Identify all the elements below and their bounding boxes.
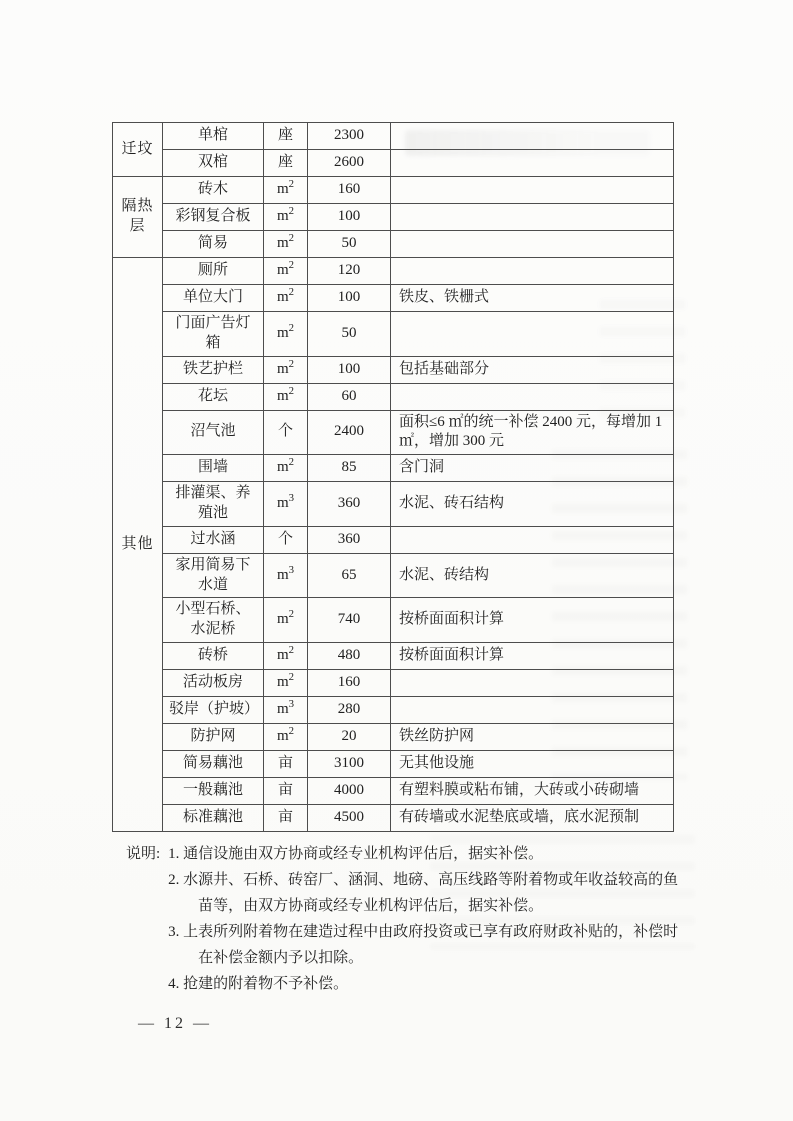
table-row — [113, 231, 674, 258]
item-cell: 砖桥 — [163, 642, 264, 669]
unit-cell: $m^3$ — [264, 696, 308, 723]
price-cell: 740 — [308, 598, 391, 643]
note-cell: 按桥面面积计算 — [391, 642, 674, 669]
table-row — [113, 696, 674, 723]
item-cell: 一般藕池 — [163, 777, 264, 804]
table-row — [113, 526, 674, 553]
price-cell: 120 — [308, 258, 391, 285]
price-cell: 65 — [308, 553, 391, 598]
price-cell: 3100 — [308, 750, 391, 777]
table-row — [113, 410, 674, 455]
price-cell: 160 — [308, 177, 391, 204]
item-cell: 彩钢复合板 — [163, 204, 264, 231]
table-row — [113, 553, 674, 598]
note-cell — [391, 669, 674, 696]
price-cell: 2300 — [308, 123, 391, 150]
price-cell: 2400 — [308, 410, 391, 455]
category-cell: 隔热层 — [113, 177, 163, 258]
unit-cell: $m^2$ — [264, 231, 308, 258]
price-cell: 20 — [308, 723, 391, 750]
note-cell: 水泥、砖石结构 — [391, 482, 674, 527]
price-cell: 360 — [308, 482, 391, 527]
unit-cell: $m^2$ — [264, 356, 308, 383]
item-cell: 活动板房 — [163, 669, 264, 696]
note-cell: 面积≤6 ㎡的统一补偿 2400 元，每增加 1 ㎡，增加 300 元 — [391, 410, 674, 455]
item-cell: 单位大门 — [163, 285, 264, 312]
compensation-table — [112, 122, 674, 832]
item-cell: 排灌渠、养殖池 — [163, 482, 264, 527]
price-cell: 360 — [308, 526, 391, 553]
note-item: 4. 抢建的附着物不予补偿。 — [168, 975, 349, 992]
item-cell: 花坛 — [163, 383, 264, 410]
table-row — [113, 177, 674, 204]
note-cell — [391, 123, 674, 150]
item-cell: 过水涵 — [163, 526, 264, 553]
table-row — [113, 723, 674, 750]
item-cell: 门面广告灯箱 — [163, 312, 264, 357]
unit-cell: $m^3$ — [264, 482, 308, 527]
table-row — [113, 750, 674, 777]
table-row — [113, 150, 674, 177]
price-cell: 160 — [308, 669, 391, 696]
unit-cell: 个 — [264, 410, 308, 455]
unit-cell: $m^2$ — [264, 669, 308, 696]
unit-cell: $m^2$ — [264, 598, 308, 643]
table-row — [113, 285, 674, 312]
unit-cell: 个 — [264, 526, 308, 553]
price-cell: 100 — [308, 285, 391, 312]
unit-cell: $m^2$ — [264, 383, 308, 410]
unit-cell: $m^2$ — [264, 177, 308, 204]
note-cell: 有砖墙或水泥垫底或墙，底水泥预制 — [391, 804, 674, 831]
note-cell: 无其他设施 — [391, 750, 674, 777]
note-cell — [391, 696, 674, 723]
category-cell: 其他 — [113, 258, 163, 832]
unit-cell: $m^2$ — [264, 204, 308, 231]
item-cell: 厕所 — [163, 258, 264, 285]
unit-cell: $m^2$ — [264, 455, 308, 482]
table-row — [113, 383, 674, 410]
note-cell: 有塑料膜或粘布铺，大砖或小砖砌墙 — [391, 777, 674, 804]
table-row — [113, 598, 674, 643]
note-cell: 按桥面面积计算 — [391, 598, 674, 643]
note-cell — [391, 177, 674, 204]
price-cell: 50 — [308, 231, 391, 258]
table-row — [113, 258, 674, 285]
price-cell: 100 — [308, 356, 391, 383]
price-cell: 4500 — [308, 804, 391, 831]
price-cell: 4000 — [308, 777, 391, 804]
unit-cell: 亩 — [264, 750, 308, 777]
item-cell: 小型石桥、水泥桥 — [163, 598, 264, 643]
table-row — [113, 669, 674, 696]
table-row — [113, 777, 674, 804]
unit-cell: $m^2$ — [264, 642, 308, 669]
table-row — [113, 123, 674, 150]
note-cell: 铁丝防护网 — [391, 723, 674, 750]
unit-cell: 座 — [264, 150, 308, 177]
table-row — [113, 356, 674, 383]
price-cell: 60 — [308, 383, 391, 410]
notes-label: 说明: — [126, 845, 161, 862]
table-row — [113, 455, 674, 482]
note-cell: 铁皮、铁栅式 — [391, 285, 674, 312]
table-row — [113, 642, 674, 669]
notes-section — [126, 841, 793, 997]
item-cell: 双棺 — [163, 150, 264, 177]
item-cell: 砖木 — [163, 177, 264, 204]
note-cell: 水泥、砖结构 — [391, 553, 674, 598]
item-cell: 单棺 — [163, 123, 264, 150]
note-cell — [391, 150, 674, 177]
item-cell: 铁艺护栏 — [163, 356, 264, 383]
price-cell: 85 — [308, 455, 391, 482]
price-cell: 2600 — [308, 150, 391, 177]
table-row — [113, 804, 674, 831]
unit-cell: $m^2$ — [264, 723, 308, 750]
item-cell: 围墙 — [163, 455, 264, 482]
item-cell: 驳岸（护坡） — [163, 696, 264, 723]
category-cell: 迁坟 — [113, 123, 163, 177]
price-cell: 280 — [308, 696, 391, 723]
note-cell: 含门洞 — [391, 455, 674, 482]
item-cell: 简易 — [163, 231, 264, 258]
note-cell — [391, 526, 674, 553]
price-cell: 480 — [308, 642, 391, 669]
note-cell: 包括基础部分 — [391, 356, 674, 383]
notes-list — [168, 841, 682, 997]
price-cell: 50 — [308, 312, 391, 357]
page-number: — 12 — — [138, 1014, 212, 1032]
unit-cell: 亩 — [264, 804, 308, 831]
item-cell: 沼气池 — [163, 410, 264, 455]
note-item: 3. 上表所列附着物在建造过程中由政府投资或已享有政府财政补贴的，补偿时在补偿金额内予以扣除。 — [168, 923, 679, 966]
table-row — [113, 482, 674, 527]
item-cell: 防护网 — [163, 723, 264, 750]
note-cell — [391, 231, 674, 258]
table-row — [113, 312, 674, 357]
unit-cell: $m^3$ — [264, 553, 308, 598]
unit-cell: 座 — [264, 123, 308, 150]
unit-cell: 亩 — [264, 777, 308, 804]
unit-cell: $m^2$ — [264, 285, 308, 312]
item-cell: 家用简易下水道 — [163, 553, 264, 598]
unit-cell: $m^2$ — [264, 312, 308, 357]
price-cell: 100 — [308, 204, 391, 231]
note-cell — [391, 258, 674, 285]
item-cell: 简易藕池 — [163, 750, 264, 777]
note-item: 1. 通信设施由双方协商或经专业机构评估后，据实补偿。 — [168, 845, 544, 862]
note-item: 2. 水源井、石桥、砖窑厂、涵洞、地磅、高压线路等附着物或年收益较高的鱼苗等，由双方协商或经专业机构评估后，据实补偿。 — [168, 871, 679, 914]
unit-cell: $m^2$ — [264, 258, 308, 285]
table-row — [113, 204, 674, 231]
note-cell — [391, 383, 674, 410]
note-cell — [391, 204, 674, 231]
note-cell — [391, 312, 674, 357]
item-cell: 标准藕池 — [163, 804, 264, 831]
